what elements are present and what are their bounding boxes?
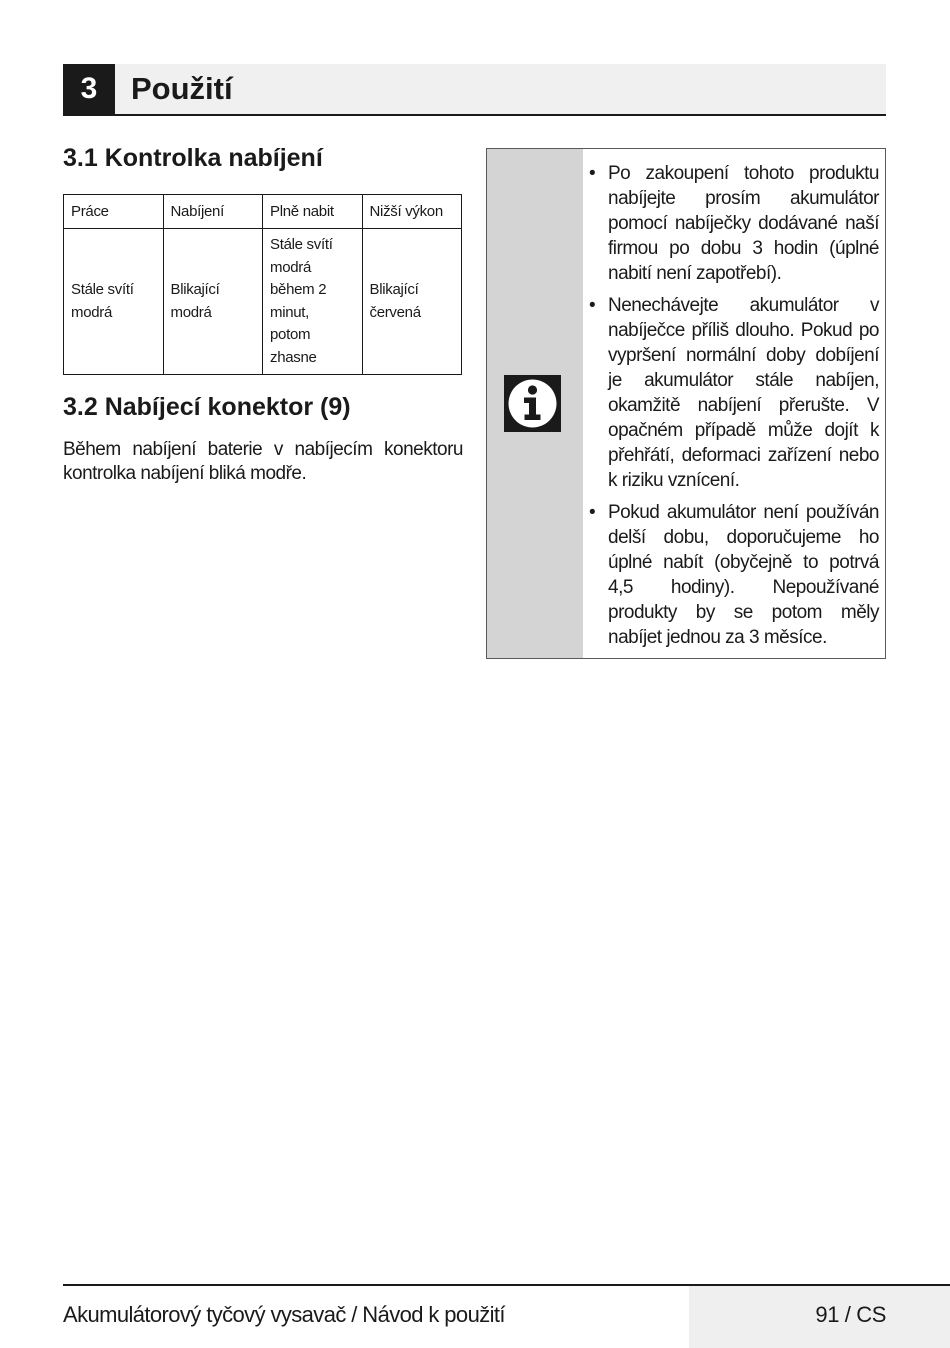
table-cell-text: Stále svítí modrá během 2 minut, potom zhasne — [270, 236, 333, 366]
table-header-cell: Nižší výkon — [362, 195, 462, 229]
subsection-heading-charging-indicator: 3.1 Kontrolka nabíjení — [63, 144, 323, 172]
info-icon — [504, 375, 561, 432]
table-cell-text: Stále svítí modrá — [71, 281, 134, 321]
table-cell — [64, 229, 164, 375]
table-cell-text: Blikající modrá — [170, 281, 220, 321]
footer-title: Akumulátorový tyčový vysavač / Návod k použití — [63, 1302, 505, 1327]
charging-indicator-table — [63, 194, 462, 375]
section-title: Použití — [131, 71, 233, 106]
info-bullet: • Pokud akumulátor není používán delší dobu, doporučujeme ho úplné nabít (obyčejně to potrvá 4,5 hodiny). Nepoužívané produkty by se potom měly nabíjet jednou za 3 měsíce. — [589, 500, 879, 650]
subsection-heading-charging-connector: 3.2 Nabíjecí konektor (9) — [63, 393, 351, 421]
info-box — [486, 148, 886, 659]
table-row — [64, 229, 462, 375]
table-cell — [362, 229, 462, 375]
table-cell-text: Blikající červená — [369, 281, 421, 321]
page-number: 91 / CS — [815, 1302, 886, 1327]
info-bullet-list — [589, 161, 879, 657]
charging-connector-paragraph: Během nabíjení baterie v nabíjecím konektoru kontrolka nabíjení bliká modře. — [63, 439, 463, 484]
table-header-cell: Práce — [64, 195, 164, 229]
section-header — [63, 64, 886, 116]
info-bullet: • Nenechávejte akumulátor v nabíječce příliš dlouho. Pokud po vypršení normální doby dobíjení je akumulátor stále nabíjen, okamžitě nabíjení přerušte. V opačném případě může dojít k přehřátí, deformaci zařízení nebo k riziku vznícení. — [589, 293, 879, 493]
table-header-cell: Plně nabit — [263, 195, 363, 229]
info-sidebar — [487, 149, 583, 658]
table-header-row — [64, 195, 462, 229]
table-cell — [263, 229, 363, 375]
info-bullet: • Po zakoupení tohoto produktu nabíjejte prosím akumulátor pomocí nabíječky dodávané naší firmou po dobu 3 hodin (úplné nabití není zapotřebí). — [589, 161, 879, 286]
table-header-cell: Nabíjení — [163, 195, 263, 229]
section-number: 3 — [63, 64, 115, 114]
table-cell — [163, 229, 263, 375]
